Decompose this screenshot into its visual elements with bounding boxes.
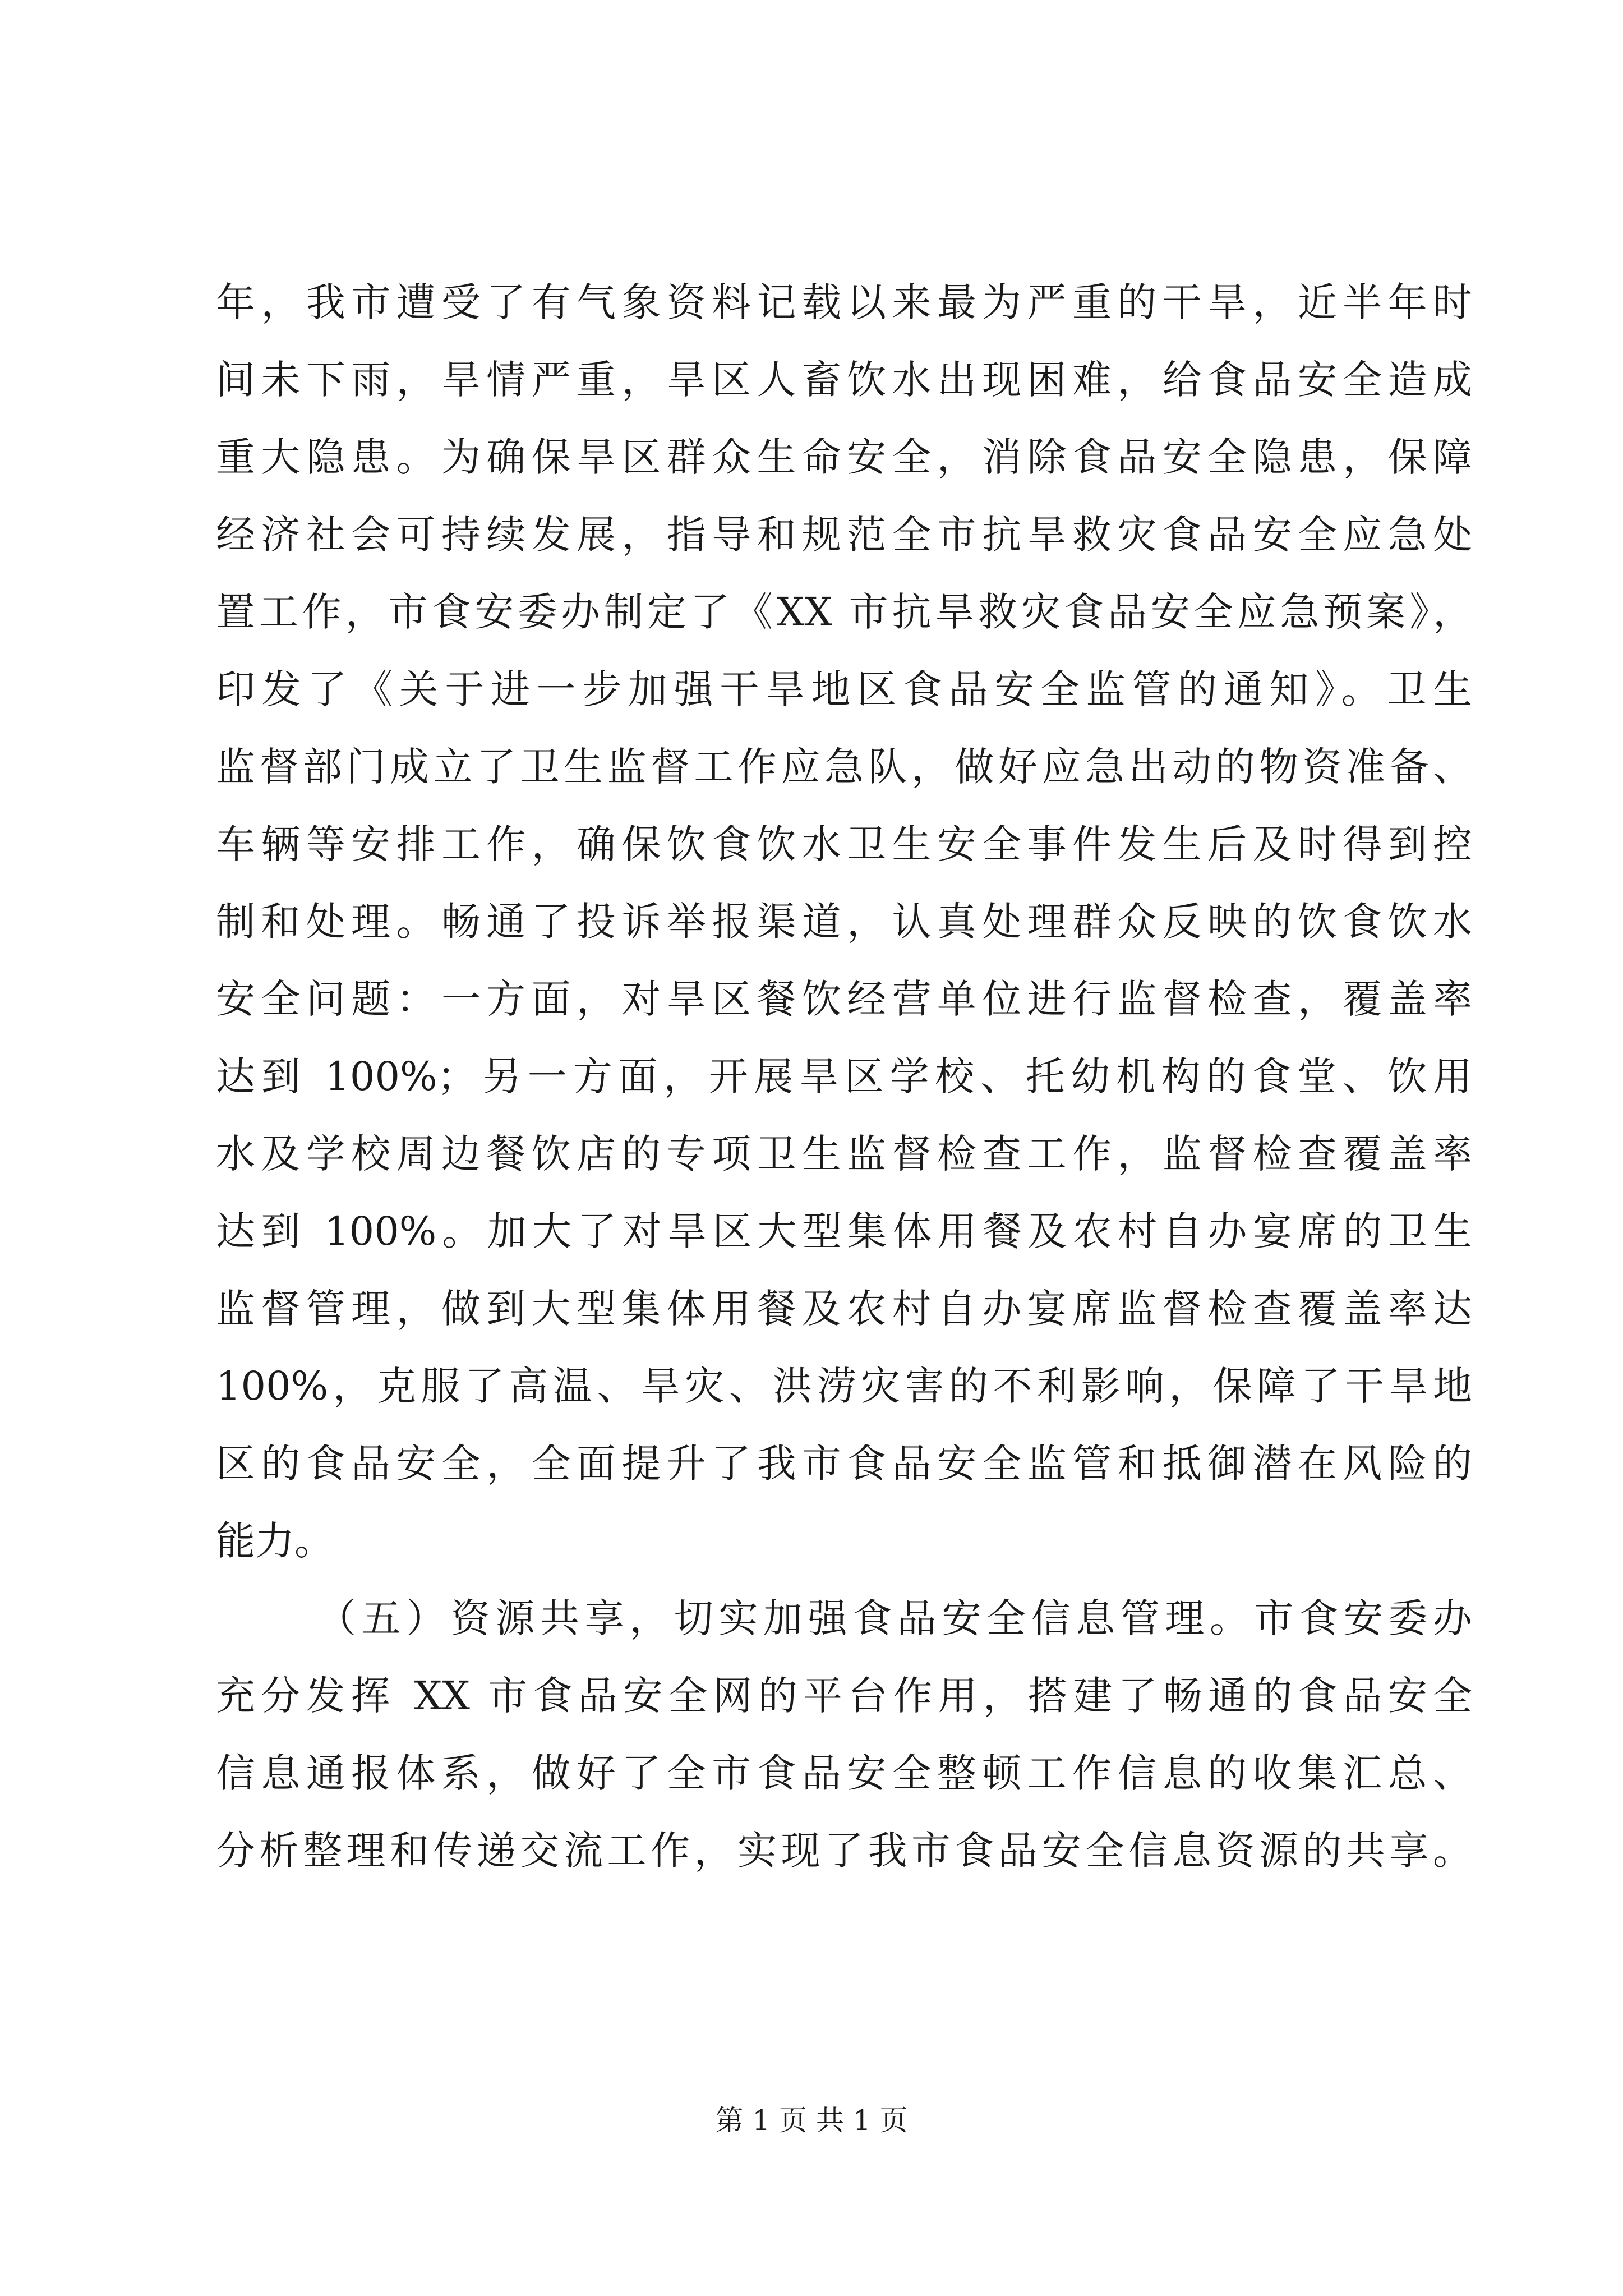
text-line: 安全问题：一方面，对旱区餐饮经营单位进行监督检查，覆盖率 <box>216 976 1472 1022</box>
text-line: 达到 100%。加大了对旱区大型集体用餐及农村自办宴席的卫生 <box>216 1208 1472 1254</box>
text-line: 100%，克服了高温、旱灾、洪涝灾害的不利影响，保障了干旱地 <box>216 1363 1472 1409</box>
text-line: 信息通报体系，做好了全市食品安全整顿工作信息的收集汇总、 <box>216 1750 1472 1796</box>
text-line: 制和处理。畅通了投诉举报渠道，认真处理群众反映的饮食饮水 <box>216 899 1472 945</box>
text-line: 分析整理和传递交流工作，实现了我市食品安全信息资源的共享。 <box>216 1828 1472 1874</box>
text-line: 充分发挥 XX 市食品安全网的平台作用，搭建了畅通的食品安全 <box>216 1673 1472 1719</box>
text-line: 年，我市遭受了有气象资料记载以来最为严重的干旱，近半年时 <box>216 279 1472 325</box>
text-line: 监督部门成立了卫生监督工作应急队，做好应急出动的物资准备、 <box>216 744 1472 790</box>
page-footer: 第 1 页 共 1 页 <box>715 2104 908 2137</box>
text-line: 监督管理，做到大型集体用餐及农村自办宴席监督检查覆盖率达 <box>216 1286 1472 1332</box>
text-line: 经济社会可持续发展，指导和规范全市抗旱救灾食品安全应急处 <box>216 512 1472 558</box>
text-line: 间未下雨，旱情严重，旱区人畜饮水出现困难，给食品安全造成 <box>216 357 1472 403</box>
text-line: 车辆等安排工作，确保饮食饮水卫生安全事件发生后及时得到控 <box>216 821 1472 867</box>
text-line: 重大隐患。为确保旱区群众生命安全，消除食品安全隐患，保障 <box>216 434 1472 480</box>
body-text <box>216 264 1472 1889</box>
text-line: 水及学校周边餐饮店的专项卫生监督检查工作，监督检查覆盖率 <box>216 1131 1472 1177</box>
text-line: 能力。 <box>216 1518 334 1564</box>
section-heading-line: （五）资源共享，切实加强食品安全信息管理。市食安委办 <box>317 1595 1472 1641</box>
text-line: 达到 100%；另一方面，开展旱区学校、托幼机构的食堂、饮用 <box>216 1053 1472 1099</box>
text-line: 区的食品安全，全面提升了我市食品安全监管和抵御潜在风险的 <box>216 1441 1472 1487</box>
text-line: 置工作，市食安委办制定了《XX 市抗旱救灾食品安全应急预案》， <box>216 589 1472 635</box>
text-line: 印发了《关于进一步加强干旱地区食品安全监管的通知》。卫生 <box>216 666 1472 712</box>
